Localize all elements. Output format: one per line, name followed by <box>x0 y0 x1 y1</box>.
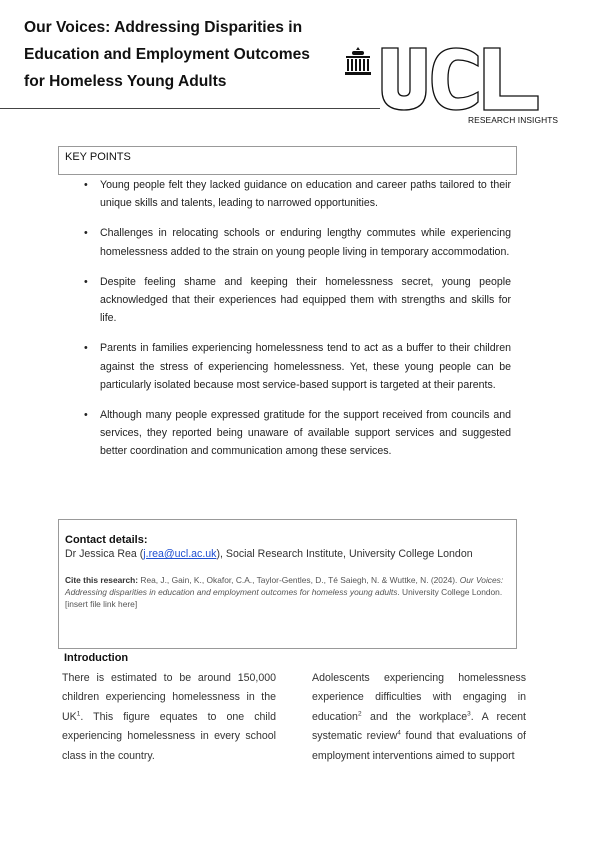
ucl-wordmark <box>382 48 538 110</box>
title-line: Our Voices: Addressing Disparities in <box>24 19 303 36</box>
contact-box <box>58 519 517 649</box>
contact-details <box>65 547 510 561</box>
header-divider <box>0 108 380 109</box>
title-line: Education and Employment Outcomes <box>24 46 310 63</box>
key-point-text: Young people felt they lacked guidance on education and career paths tailored to their unique skills and talents, leading to narrowed opportunities. <box>100 179 511 210</box>
logo-tagline: RESEARCH INSIGHTS <box>468 115 559 125</box>
citation-label: Cite this research: <box>65 575 139 585</box>
contact-affiliation: ), Social Research Institute, University College London <box>216 548 473 560</box>
footnote-ref: 4 <box>397 729 401 737</box>
introduction-left-column <box>62 669 276 766</box>
key-point <box>84 176 511 212</box>
key-points-box <box>58 146 517 175</box>
bullet-icon: • <box>84 342 88 355</box>
key-point-text: Although many people expressed gratitude for the support received from councils and services, they reported being unaware of available support services and suggested better coordination and communication among these services. <box>100 409 511 458</box>
key-points-label: KEY POINTS <box>65 151 131 163</box>
bullet-icon: • <box>84 227 88 240</box>
key-point <box>84 339 511 394</box>
key-point-text: Parents in families experiencing homelessness tend to act as a buffer to their children against the stress of experiencing homelessness. Yet, these young people can be particularly isolated because most service-based support is targeted at their parents. <box>100 342 511 391</box>
bullet-icon: • <box>84 409 88 422</box>
introduction-heading: Introduction <box>64 652 129 664</box>
introduction-right-column <box>312 669 526 766</box>
key-point <box>84 273 511 328</box>
email-link[interactable]: j.rea@ucl.ac.uk <box>143 548 217 560</box>
citation-title: Our Voices: Addressing disparities in education and employment outcomes for homeless young adults <box>65 575 504 597</box>
bullet-icon: • <box>84 179 88 191</box>
intro-text: . A recent systematic review <box>312 710 526 743</box>
title-line: for Homeless Young Adults <box>24 73 227 90</box>
intro-text: and the workplace <box>361 710 468 723</box>
intro-text: Adolescents experiencing homelessness experience difficulties with engaging in education <box>312 672 526 723</box>
footnote-ref: 3 <box>467 710 471 718</box>
citation-rest: . University College London. [insert file link here] <box>65 587 503 609</box>
document-title <box>24 14 344 95</box>
footnote-ref: 2 <box>357 710 362 718</box>
footnote-ref: 1 <box>76 710 81 718</box>
key-point <box>84 406 511 461</box>
contact-name: Dr Jessica Rea ( <box>65 548 144 560</box>
intro-text: . This figure equates to one child experiencing homelessness in every school class in the country. <box>62 710 276 762</box>
key-points-list <box>84 176 511 473</box>
intro-text: There is estimated to be around 150,000 children experiencing homelessness in the UK <box>62 672 276 723</box>
portico-icon <box>345 47 371 75</box>
citation-authors: Rea, J., Gain, K., Okafor, C.A., Taylor-Gentles, D., Té Saiegh, N. & Wuttke, N. (2024). <box>138 575 460 585</box>
key-point <box>84 224 511 260</box>
contact-heading: Contact details: <box>65 534 148 546</box>
key-point-text: Challenges in relocating schools or enduring lengthy commutes while experiencing homelessness added to the strain on young people living in temporary accommodation. <box>100 227 511 258</box>
ucl-logo <box>340 44 562 112</box>
citation <box>65 574 510 610</box>
intro-text: found that evaluations of employment interventions aimed to support <box>312 730 527 762</box>
bullet-icon: • <box>84 275 88 288</box>
key-point-text: Despite feeling shame and keeping their homelessness secret, young people acknowledged that their experiences had equipped them with strengths and skills for life. <box>100 275 511 325</box>
